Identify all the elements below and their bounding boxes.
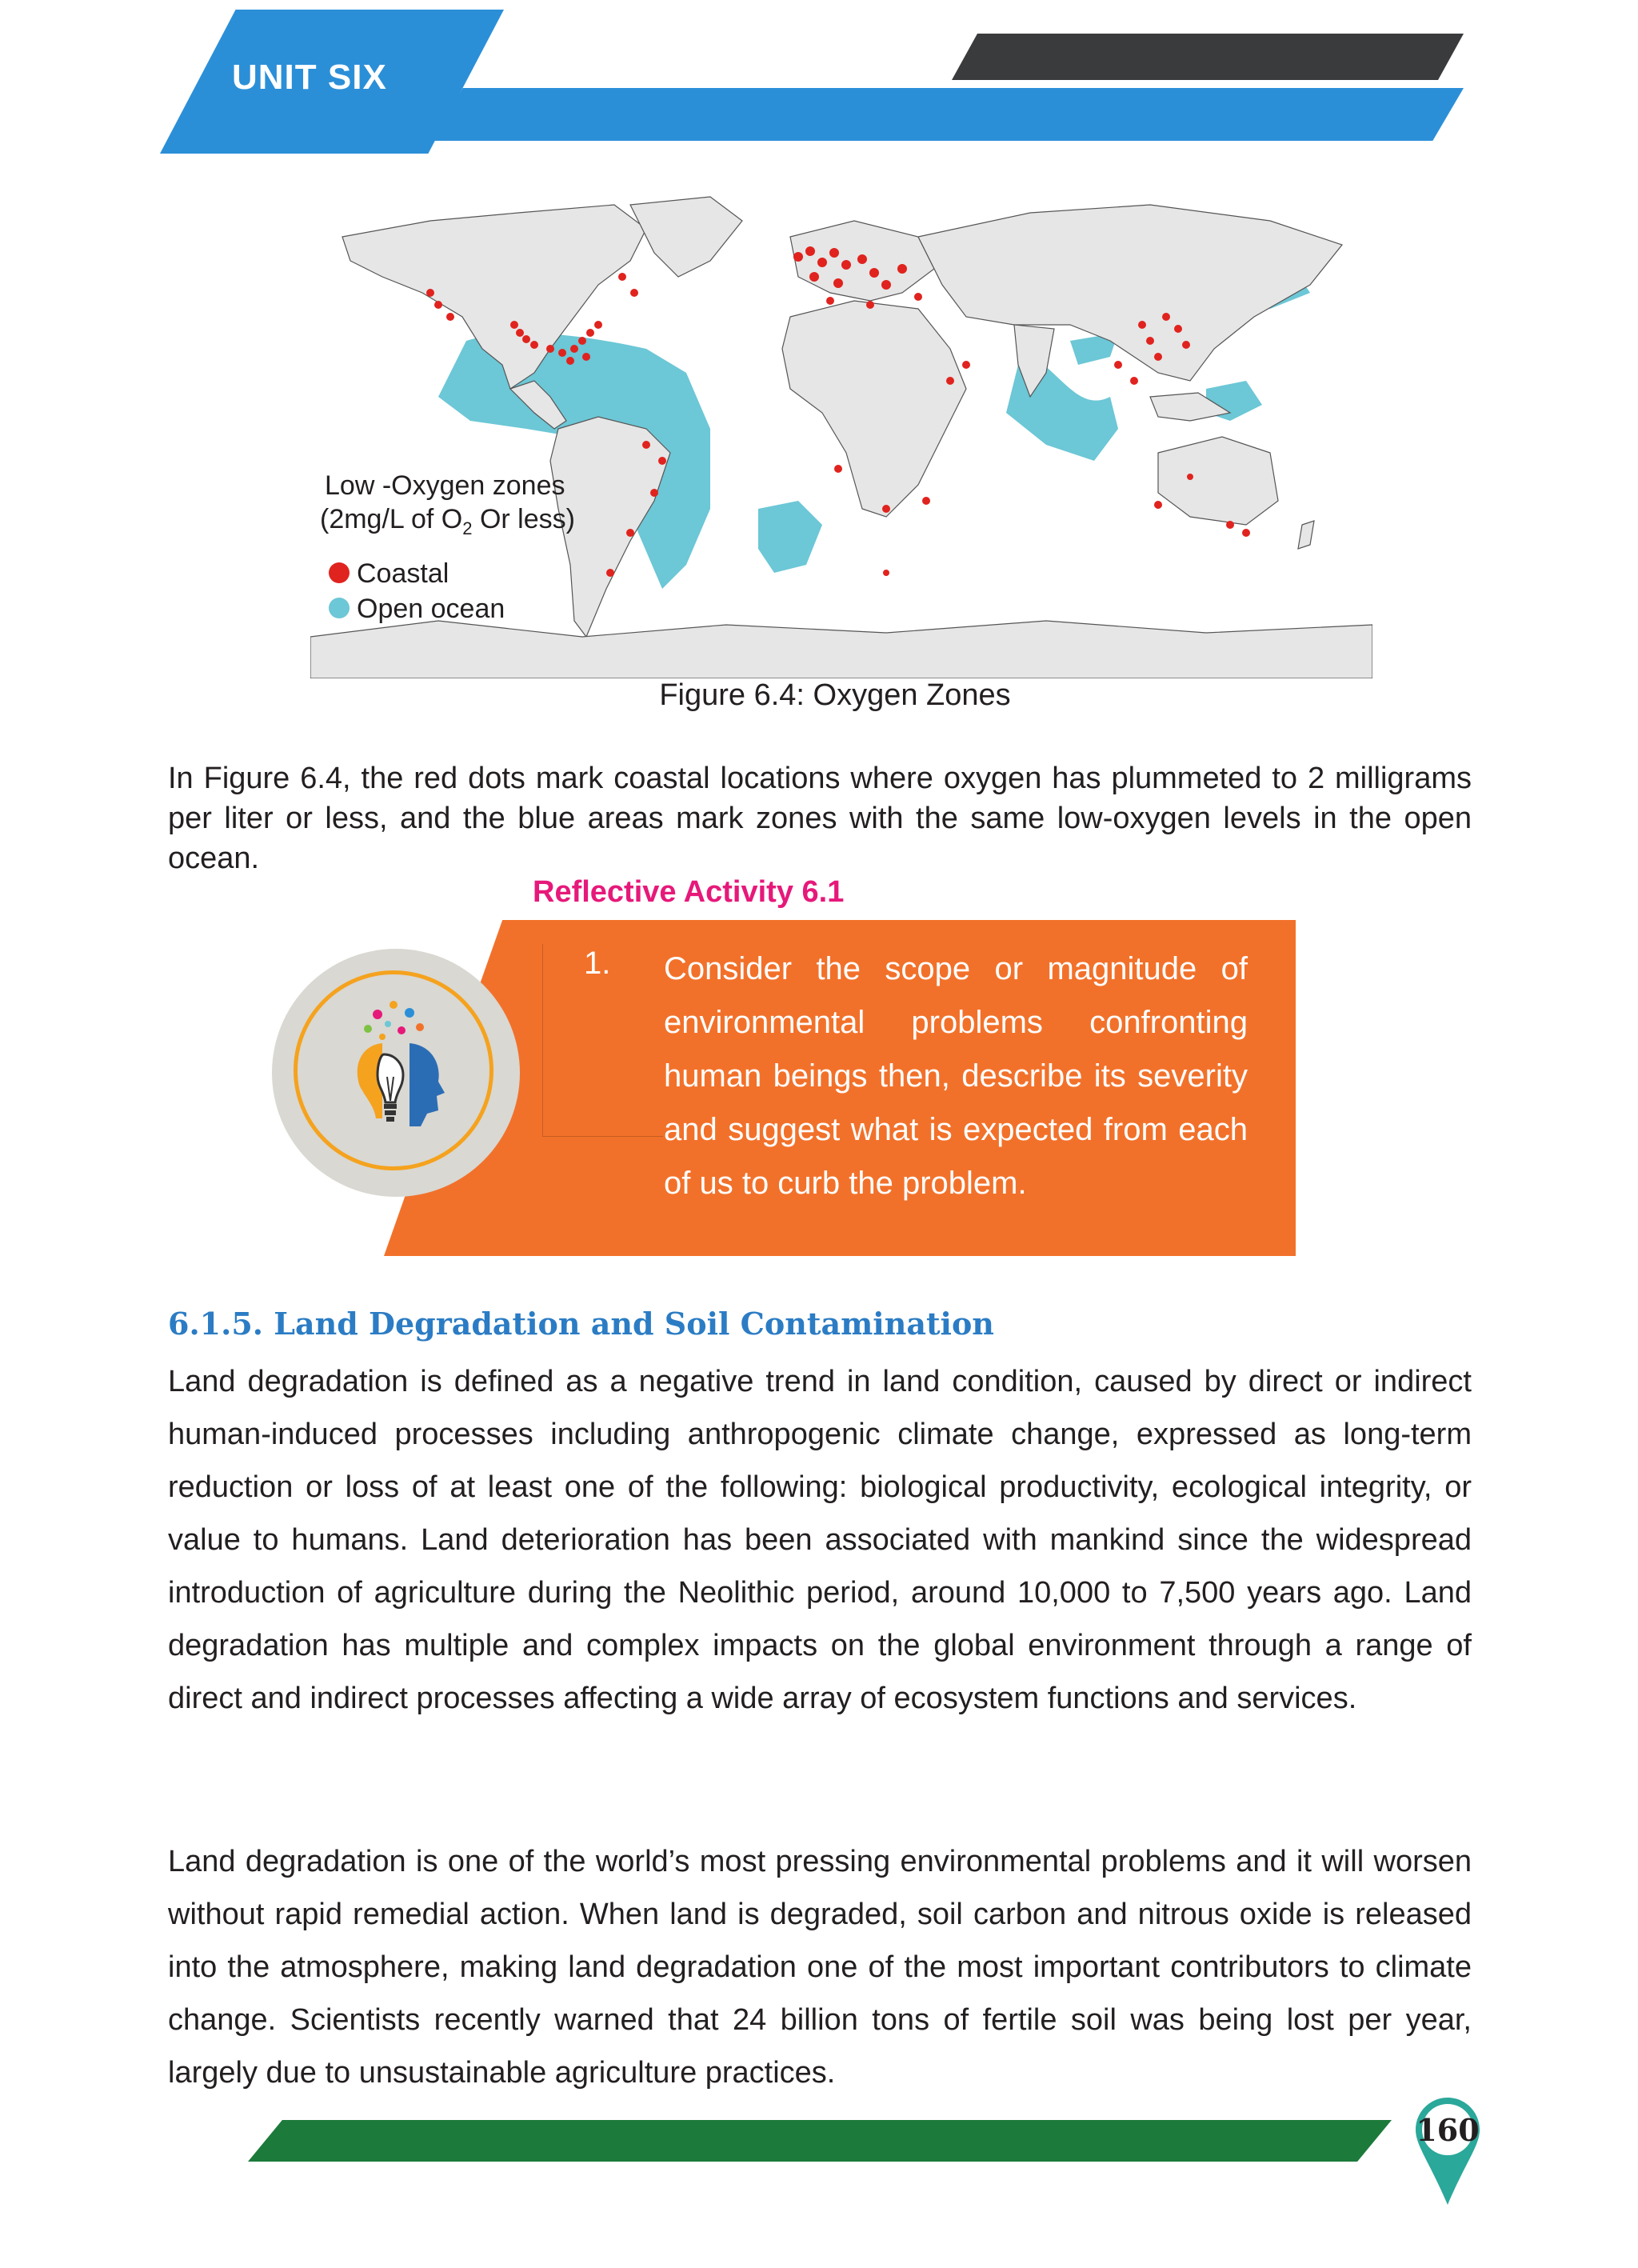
legend-subtitle: (2mg/L of $O_2$ Or less) [320, 504, 575, 538]
lightbulb-head-icon [344, 998, 448, 1142]
legend-title: Low -Oxygen zones [325, 470, 565, 501]
activity-question: Consider the scope or magnitude of environmental problems confronting human beings then, describe its severity and suggest what is expected from each of us to curb the problem. [664, 951, 1248, 1201]
open-ocean-legend-dot [329, 598, 350, 618]
page-number: 160 [1416, 2112, 1480, 2148]
activity-title: Reflective Activity 6.1 [533, 875, 845, 909]
legend-open-ocean: Open ocean [357, 594, 505, 624]
section-paragraph-1: Land degradation is defined as a negative trend in land condition, caused by direct or indirect human-induced processes including anthropogenic climate change, expressed as long-term reduction or loss of at least one of the following: biological productivity, ecological integrity, or value to humans. Land deterioration has been associated with mankind since the widespread introduction of agriculture during the Neolithic period, around 10,000 to 7,500 years ago. Land degradation has multiple and complex impacts on the global environment through a range of direct and indirect processes affecting a wide array of ecosystem functions and services. [168, 1365, 1472, 1715]
unit-label: UNIT SIX [232, 58, 387, 97]
coastal-legend-dot [329, 562, 350, 583]
legend-coastal: Coastal [357, 558, 449, 589]
activity-number: 1. [584, 946, 611, 981]
footer-bar [248, 2120, 1392, 2162]
header-dark-stripe [952, 34, 1464, 80]
figure-caption: Figure 6.4: Oxygen Zones [659, 678, 1011, 712]
oxygen-zones-map [310, 189, 1372, 678]
intro-paragraph: In Figure 6.4, the red dots mark coastal locations where oxygen has plummeted to 2 milligrams per liter or less, and the blue areas mark zones with the same low-oxygen levels in the open ocean. [168, 762, 1472, 875]
section-heading: 6.1.5. Land Degradation and Soil Contamination [168, 1306, 994, 1342]
section-paragraph-2: Land degradation is one of the world’s most pressing environmental problems and it will worsen without rapid remedial action. When land is degraded, soil carbon and nitrous oxide is released into the atmosphere, making land degradation one of the most important contributors to climate change. Scientists recently warned that 24 billion tons of fertile soil was being lost per year, largely due to unsustainable agriculture practices. [168, 1845, 1472, 2090]
header-blue-stripe [432, 88, 1464, 141]
